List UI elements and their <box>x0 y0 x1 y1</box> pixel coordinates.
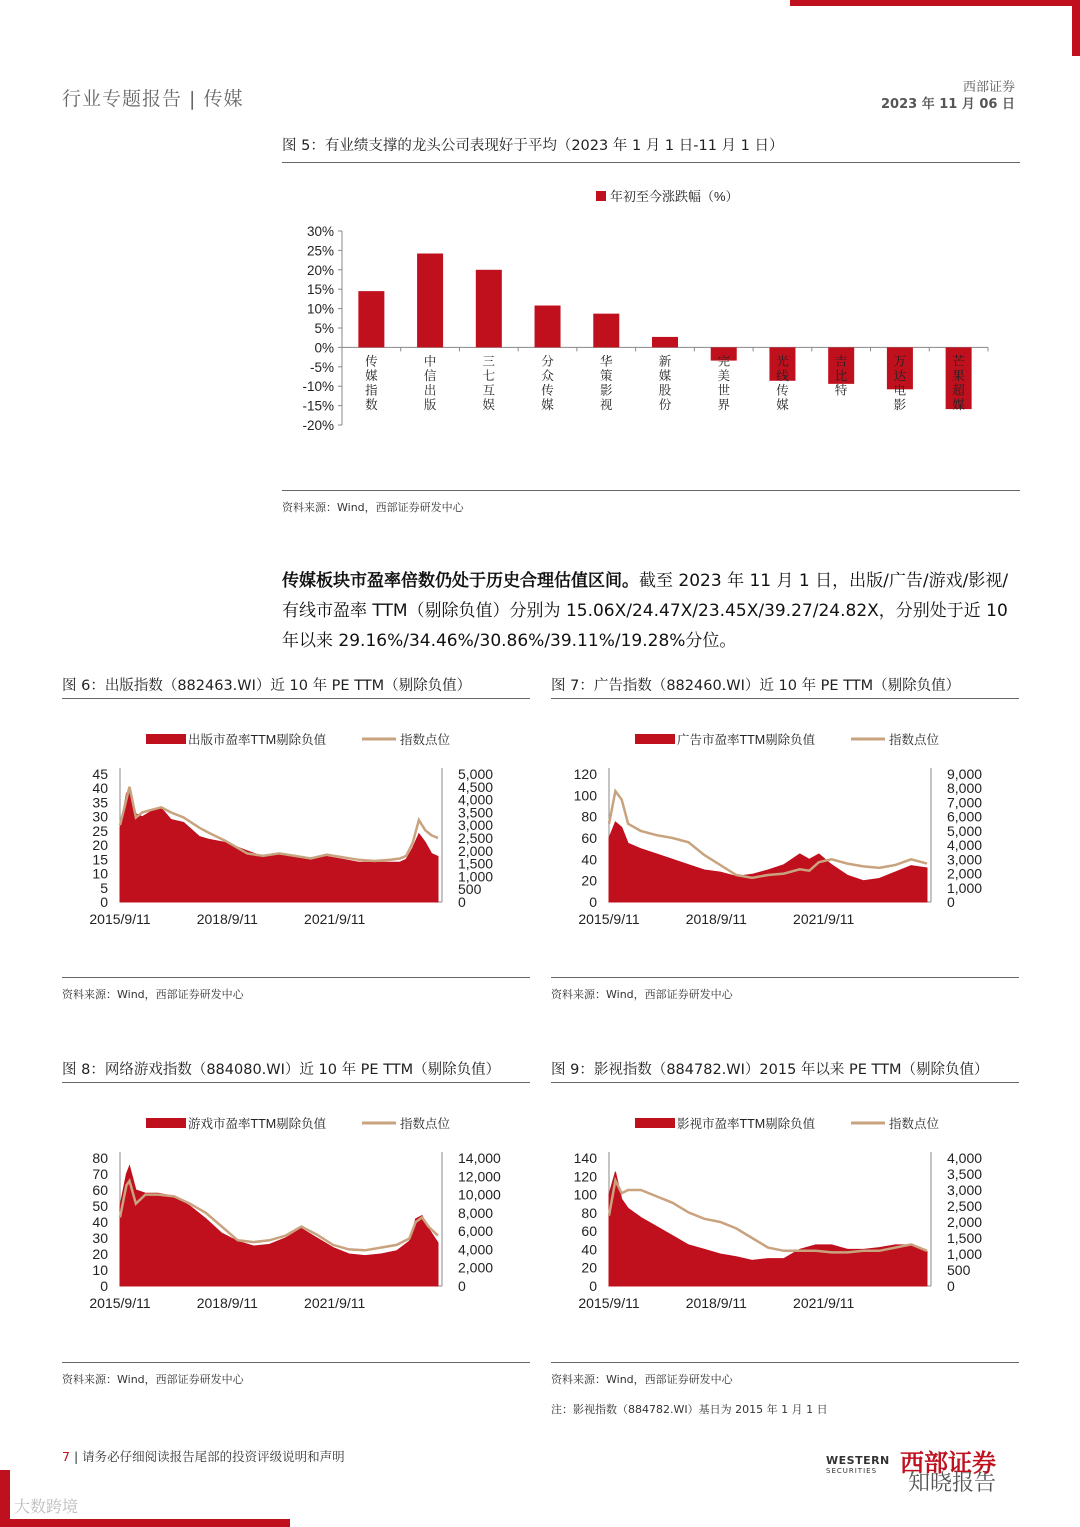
fig8-right-tick-label: 10,000 <box>458 1186 501 1203</box>
fig7-x-tick-label: 2021/9/11 <box>793 911 855 927</box>
fig9-left-tick-label: 140 <box>573 1150 597 1166</box>
fig6-right-tick-label: 2,000 <box>458 842 494 859</box>
fig9-pe-area <box>609 1172 927 1286</box>
fig5-y-tick-label: 30% <box>306 224 334 239</box>
fig8-x-tick-label: 2015/9/11 <box>89 1295 151 1311</box>
header-date: 2023 年 11 月 06 日 <box>881 97 1015 112</box>
fig6-right-tick-label: 3,500 <box>458 804 494 821</box>
fig5-bar <box>358 291 384 347</box>
logo-chinese: 西部证券 <box>900 1449 996 1477</box>
fig9-right-tick-label: 2,500 <box>947 1198 983 1214</box>
fig5-y-tick-label: -15% <box>302 398 334 414</box>
fig5-source: 资料来源：Wind，西部证券研发中心 <box>282 501 464 514</box>
watermark-zhixiao: 知晓报告 <box>908 1471 997 1496</box>
fig5-x-tick-label: 股 <box>658 383 672 398</box>
footer-text: 请务必仔细阅读报告尾部的投资评级说明和声明 <box>82 1449 345 1464</box>
right-accent-bar <box>1072 0 1080 56</box>
fig5-x-tick-label: 传 <box>365 354 378 369</box>
fig5-x-tick-label: 电 <box>893 383 907 398</box>
fig8-right-tick-label: 8,000 <box>458 1204 494 1221</box>
fig9-left-tick-label: 100 <box>573 1186 597 1203</box>
fig8-chart <box>62 1104 530 1354</box>
fig7-left-tick-label: 40 <box>581 851 597 868</box>
fig7-source: 资料来源：Wind，西部证券研发中心 <box>551 988 733 1001</box>
fig5-x-tick-label: 三 <box>482 354 496 369</box>
fig8-right-tick-label: 2,000 <box>458 1259 494 1276</box>
fig5-x-tick-label: 媒 <box>658 368 672 383</box>
fig5-x-tick-label: 出 <box>423 383 437 398</box>
fig5-x-tick-label: 光 <box>776 354 789 369</box>
fig5-x-tick-label: 达 <box>893 368 907 383</box>
fig6-right-tick-label: 500 <box>458 881 482 898</box>
fig5-x-tick-label: 份 <box>658 397 672 412</box>
fig9-right-tick-label: 3,500 <box>947 1166 983 1182</box>
fig9-right-tick-label: 1,500 <box>947 1230 983 1246</box>
fig5-x-tick-label: 传 <box>541 383 554 398</box>
fig6-left-tick-label: 5 <box>100 879 108 896</box>
fig5-legend-swatch <box>596 191 606 201</box>
fig6-legend-area-label: 出版市盈率TTM剔除负值 <box>188 733 327 747</box>
fig6-left-tick-label: 0 <box>100 894 108 910</box>
fig6-right-tick-label: 3,000 <box>458 817 494 834</box>
fig7-title: 图 7：广告指数（882460.WI）近 10 年 PE TTM（剔除负值） <box>551 678 961 694</box>
footer <box>62 1447 345 1465</box>
fig8-left-tick-label: 10 <box>92 1262 108 1278</box>
fig5-x-tick-label: 中 <box>423 354 437 369</box>
fig9-left-tick-label: 0 <box>589 1278 597 1294</box>
fig5-x-tick-label: 世 <box>717 383 730 398</box>
fig6-right-tick-label: 1,500 <box>458 855 494 872</box>
fig9-x-tick-label: 2018/9/11 <box>685 1295 747 1311</box>
fig5-x-tick-label: 特 <box>834 383 848 398</box>
fig7-left-tick-label: 80 <box>581 808 597 825</box>
fig6-source: 资料来源：Wind，西部证券研发中心 <box>62 988 244 1001</box>
fig5-x-tick-label: 新 <box>658 354 672 369</box>
fig7-left-tick-label: 0 <box>589 894 597 910</box>
fig9-legend-line-label: 指数点位 <box>889 1117 940 1131</box>
fig8-legend-area-swatch <box>146 1118 186 1128</box>
fig8-right-tick-label: 14,000 <box>458 1150 501 1166</box>
fig5-x-tick-label: 指 <box>365 383 378 398</box>
fig8-right-tick-label: 4,000 <box>458 1241 494 1258</box>
fig8-left-tick-label: 40 <box>92 1214 108 1230</box>
fig6-x-tick-label: 2015/9/11 <box>89 911 151 927</box>
fig9-right-tick-label: 1,000 <box>947 1246 983 1262</box>
body-paragraph <box>282 566 1020 656</box>
fig9-left-tick-label: 80 <box>581 1204 597 1221</box>
report-category: 行业专题报告 | 传媒 <box>62 88 244 110</box>
fig9-legend-area-label: 影视市盈率TTM剔除负值 <box>677 1117 816 1131</box>
fig6-right-tick-label: 0 <box>458 894 466 910</box>
fig9-right-tick-label: 2,000 <box>947 1214 983 1230</box>
fig5-y-tick-label: 5% <box>314 321 334 336</box>
fig5-x-tick-label: 媒 <box>776 397 789 412</box>
fig6-right-tick-label: 5,000 <box>458 766 494 782</box>
logo-english <box>826 1454 890 1475</box>
logo-sub-text: SECURITIES <box>826 1467 878 1475</box>
fig5-x-tick-label: 界 <box>717 397 730 412</box>
fig5-x-tick-label: 分 <box>541 354 554 369</box>
fig5-bar <box>417 254 443 348</box>
fig7-right-tick-label: 9,000 <box>947 766 983 782</box>
fig7-left-tick-label: 100 <box>573 787 597 804</box>
fig7-legend-area-swatch <box>635 734 675 744</box>
fig9-legend-area-swatch <box>635 1118 675 1128</box>
fig6-x-tick-label: 2018/9/11 <box>196 911 258 927</box>
fig7-chart <box>551 720 1019 970</box>
fig6-left-tick-label: 25 <box>92 822 108 839</box>
fig8-pe-area <box>120 1166 438 1286</box>
fig7-left-tick-label: 120 <box>573 766 597 782</box>
fig5-y-tick-label: -10% <box>302 379 334 395</box>
fig5-x-tick-label: 影 <box>893 397 907 412</box>
fig9-right-tick-label: 3,000 <box>947 1182 983 1198</box>
fig7-left-tick-label: 20 <box>581 872 597 889</box>
fig8-left-tick-label: 30 <box>92 1230 108 1246</box>
fig6-right-tick-label: 1,000 <box>458 868 494 885</box>
fig9-source: 资料来源：Wind，西部证券研发中心 <box>551 1373 733 1386</box>
fig5-x-tick-label: 媒 <box>952 397 965 412</box>
fig5-x-tick-label: 吉 <box>834 354 848 369</box>
fig8-x-tick-label: 2021/9/11 <box>304 1295 366 1311</box>
paragraph-text: 截至 2023 年 11 月 1 日，出版/广告/游戏/影视/有线市盈率 TTM（剔除负值）分别为 15.06X/24.47X/23.45X/39.27/24.82X，分别处于近 10 年以来 29.16%/34.46%/30.86%/39.11%/19.28%分位。 <box>282 571 1009 651</box>
fig9-left-tick-label: 20 <box>581 1259 597 1276</box>
fig7-right-tick-label: 5,000 <box>947 822 983 839</box>
fig8-left-tick-label: 0 <box>100 1278 108 1294</box>
fig5-x-tick-label: 比 <box>834 368 848 383</box>
fig9-x-tick-label: 2015/9/11 <box>578 1295 640 1311</box>
footer-sep: | <box>73 1449 83 1464</box>
fig8-right-tick-label: 12,000 <box>458 1168 501 1185</box>
fig7-legend-line-label: 指数点位 <box>889 733 940 747</box>
fig8-x-tick-label: 2018/9/11 <box>196 1295 258 1311</box>
fig5-y-tick-label: -5% <box>309 359 334 375</box>
fig5-x-tick-label: 媒 <box>365 368 378 383</box>
fig7-right-tick-label: 4,000 <box>947 837 983 854</box>
fig6-left-tick-label: 20 <box>92 837 108 854</box>
fig5-y-tick-label: 20% <box>306 262 334 278</box>
fig7-right-tick-label: 1,000 <box>947 879 983 896</box>
fig6-left-tick-label: 15 <box>92 851 108 868</box>
fig5-x-tick-label: 版 <box>423 397 437 412</box>
fig8-left-tick-label: 80 <box>92 1150 108 1166</box>
fig5-y-tick-label: -20% <box>302 418 334 433</box>
bottom-accent-bar <box>0 1519 290 1527</box>
fig9-chart <box>551 1104 1019 1354</box>
fig5-chart <box>282 170 1020 486</box>
fig9-left-tick-label: 120 <box>573 1168 597 1185</box>
fig5-x-tick-label: 美 <box>717 368 730 383</box>
fig7-right-tick-label: 3,000 <box>947 851 983 868</box>
fig6-chart <box>62 720 530 970</box>
fig6-left-tick-label: 30 <box>92 808 108 825</box>
fig5-x-tick-label: 策 <box>600 368 613 383</box>
fig6-title: 图 6：出版指数（882463.WI）近 10 年 PE TTM（剔除负值） <box>62 678 472 694</box>
fig5-x-tick-label: 芒 <box>952 354 965 369</box>
fig5-bar <box>535 305 561 347</box>
fig8-right-tick-label: 0 <box>458 1278 466 1294</box>
fig5-x-tick-label: 众 <box>541 368 554 383</box>
fig6-right-tick-label: 2,500 <box>458 830 494 846</box>
fig5-x-tick-label: 线 <box>776 368 789 383</box>
fig5-top-rule <box>282 162 1020 163</box>
fig5-bottom-rule <box>282 490 1020 491</box>
fig5-x-tick-label: 娱 <box>482 397 496 412</box>
fig9-title: 图 9：影视指数（884782.WI）2015 年以来 PE TTM（剔除负值） <box>551 1062 989 1078</box>
logo-en-text: WESTERN <box>826 1454 890 1467</box>
fig8-legend-line-label: 指数点位 <box>400 1117 451 1131</box>
fig7-right-tick-label: 8,000 <box>947 780 983 797</box>
fig5-x-tick-label: 影 <box>600 383 613 398</box>
fig5-x-tick-label: 媒 <box>541 397 554 412</box>
page-number: 7 <box>62 1449 70 1464</box>
fig5-x-tick-label: 超 <box>952 383 965 398</box>
fig7-legend-area-label: 广告市盈率TTM剔除负值 <box>677 733 816 747</box>
fig5-y-tick-label: 15% <box>306 282 334 298</box>
fig9-left-tick-label: 40 <box>581 1241 597 1258</box>
fig5-x-tick-label: 果 <box>952 368 965 383</box>
fig5-bar <box>476 270 502 348</box>
fig8-right-tick-label: 6,000 <box>458 1223 494 1240</box>
fig7-x-tick-label: 2015/9/11 <box>578 911 640 927</box>
fig5-x-tick-label: 华 <box>600 354 613 369</box>
fig5-bar <box>593 314 619 348</box>
fig6-left-tick-label: 40 <box>92 780 108 797</box>
fig6-right-tick-label: 4,500 <box>458 778 494 795</box>
fig7-right-tick-label: 6,000 <box>947 808 983 825</box>
fig8-left-tick-label: 20 <box>92 1246 108 1262</box>
fig5-y-tick-label: 0% <box>314 340 334 356</box>
fig8-source: 资料来源：Wind，西部证券研发中心 <box>62 1373 244 1386</box>
fig8-legend-area-label: 游戏市盈率TTM剔除负值 <box>188 1117 327 1131</box>
fig6-legend-line-label: 指数点位 <box>400 733 451 747</box>
fig6-x-tick-label: 2021/9/11 <box>304 911 366 927</box>
fig9-right-tick-label: 4,000 <box>947 1150 983 1166</box>
fig6-bottom-rule <box>62 977 530 978</box>
fig7-left-tick-label: 60 <box>581 830 597 846</box>
fig6-pe-area <box>120 788 438 902</box>
paragraph-lead: 传媒板块市盈率倍数仍处于历史合理估值区间。 <box>282 571 639 591</box>
fig7-x-tick-label: 2018/9/11 <box>685 911 747 927</box>
fig9-x-tick-label: 2021/9/11 <box>793 1295 855 1311</box>
fig8-bottom-rule <box>62 1362 530 1363</box>
fig5-legend-label: 年初至今涨跌幅（%） <box>610 189 739 204</box>
fig9-left-tick-label: 60 <box>581 1223 597 1240</box>
fig6-left-tick-label: 45 <box>92 766 108 782</box>
fig5-bar <box>652 337 678 347</box>
fig5-x-tick-label: 完 <box>717 354 730 369</box>
fig5-x-tick-label: 万 <box>893 354 907 369</box>
fig6-top-rule <box>62 698 530 699</box>
fig6-left-tick-label: 10 <box>92 865 108 882</box>
fig9-note: 注：影视指数（884782.WI）基日为 2015 年 1 月 1 日 <box>551 1403 828 1416</box>
fig7-right-tick-label: 2,000 <box>947 865 983 882</box>
fig9-bottom-rule <box>551 1362 1019 1363</box>
top-accent-bar <box>790 0 1080 6</box>
fig6-legend-area-swatch <box>146 734 186 744</box>
fig5-y-tick-label: 10% <box>306 301 334 317</box>
fig9-right-tick-label: 500 <box>947 1262 971 1278</box>
fig6-left-tick-label: 35 <box>92 794 108 811</box>
fig5-x-tick-label: 信 <box>423 368 437 383</box>
fig8-left-tick-label: 50 <box>92 1198 108 1214</box>
fig8-title: 图 8：网络游戏指数（884080.WI）近 10 年 PE TTM（剔除负值） <box>62 1062 501 1078</box>
fig5-x-tick-label: 视 <box>600 397 613 412</box>
fig5-x-tick-label: 互 <box>482 383 496 398</box>
fig9-right-tick-label: 0 <box>947 1278 955 1294</box>
fig7-right-tick-label: 0 <box>947 894 955 910</box>
fig5-title: 图 5：有业绩支撑的龙头公司表现好于平均（2023 年 1 月 1 日-11 月 1 日） <box>282 138 784 154</box>
fig7-top-rule <box>551 698 1019 699</box>
header-company: 西部证券 <box>962 80 1015 95</box>
fig8-left-tick-label: 70 <box>92 1166 108 1182</box>
fig9-top-rule <box>551 1082 1019 1083</box>
fig5-x-tick-label: 传 <box>776 383 789 398</box>
fig7-right-tick-label: 7,000 <box>947 794 983 811</box>
fig5-x-tick-label: 七 <box>482 368 496 383</box>
fig8-top-rule <box>62 1082 530 1083</box>
fig7-bottom-rule <box>551 977 1019 978</box>
watermark-dashu: 大数跨境 <box>14 1497 79 1516</box>
fig5-x-tick-label: 数 <box>365 397 378 412</box>
fig8-left-tick-label: 60 <box>92 1182 108 1198</box>
fig5-y-tick-label: 25% <box>306 243 334 259</box>
fig6-right-tick-label: 4,000 <box>458 791 494 808</box>
